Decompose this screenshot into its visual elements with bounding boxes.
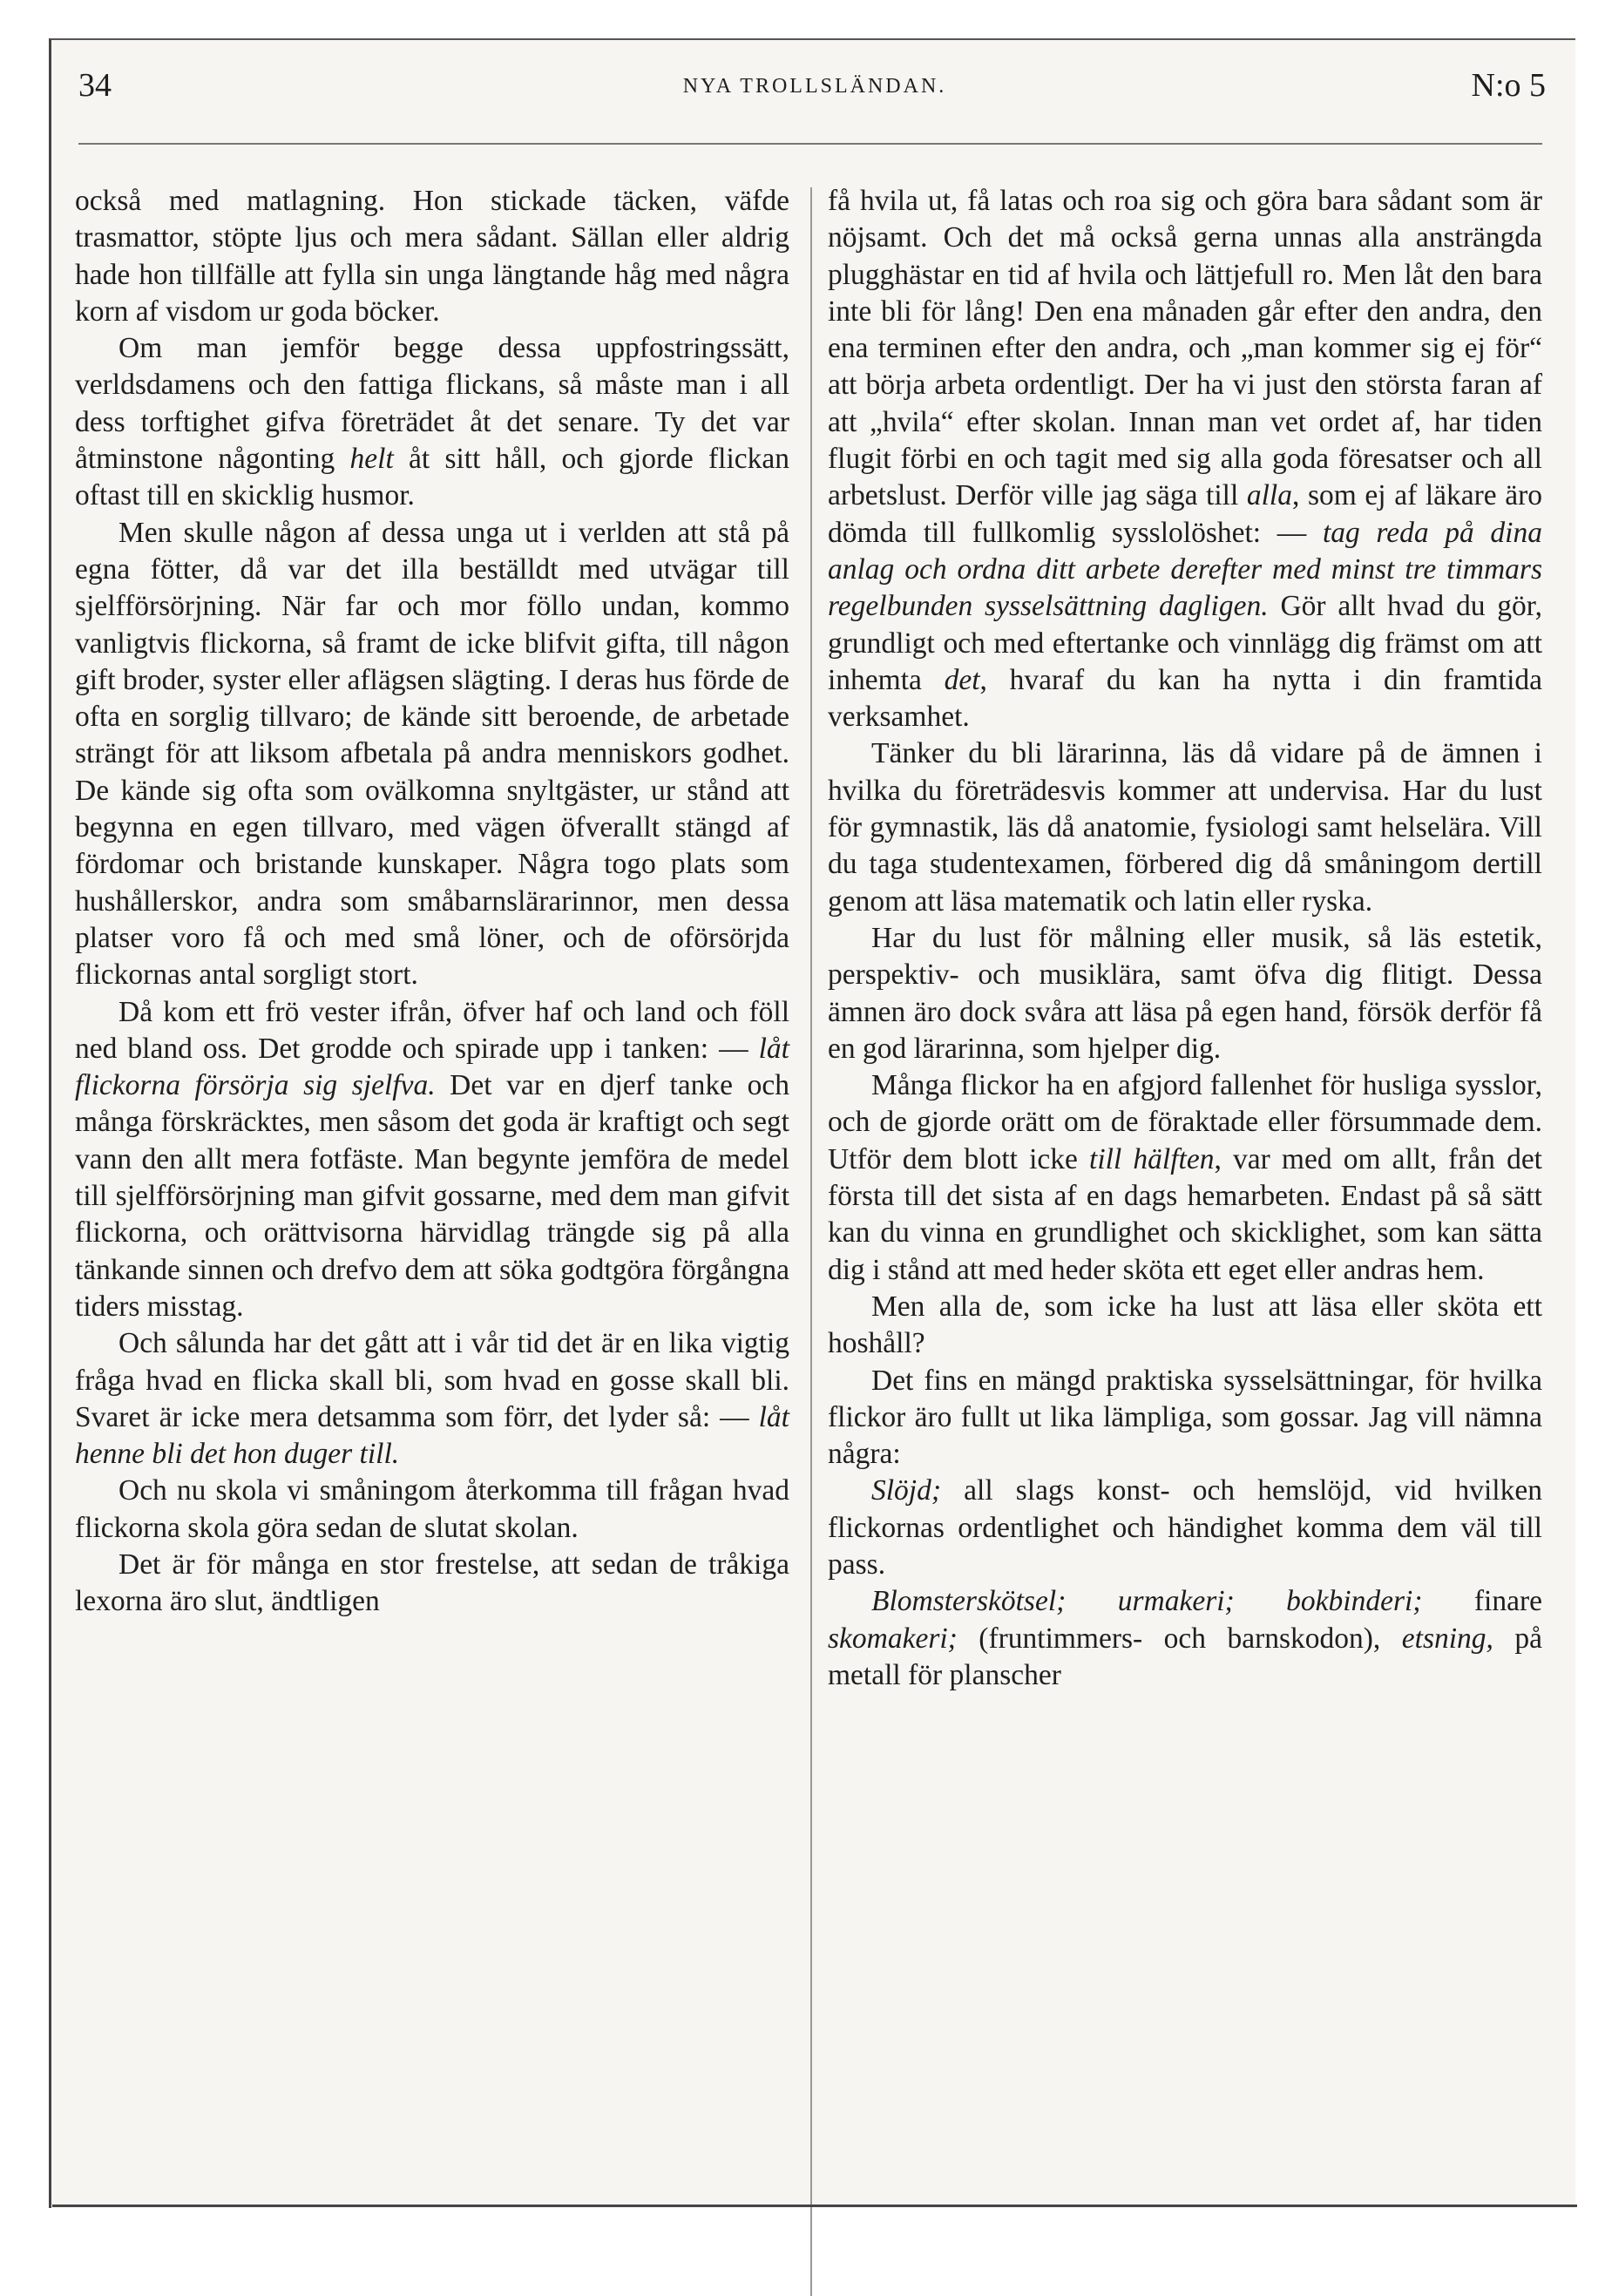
paragraph: Tänker du bli lärarinna, läs då vidare på de ämnen i hvilka du företrädesvis kommer att undervisa. Har du lust för gymnastik, läs då anatomie, fysiologi samt helselära. Vill du taga studentexamen, förbered dig då småningom dertill genom att läsa matematik och latin eller ryska. bbox=[828, 737, 1542, 918]
paragraph: också med matlagning. Hon stickade täcken, väfde trasmattor, stöpte ljus och mera sådant. Sällan eller aldrig hade hon tillfälle att fylla sin unga längtande håg med några korn af visdom ur goda böcker. bbox=[75, 185, 789, 328]
paragraph: Många flickor ha en afgjord fallenhet för husliga sysslor, och de gjorde orätt om de föraktade eller försummade dem. Utför dem blott icke till hälften, var med om allt, från det första till det sista af en dags hemarbeten. Endast på så sätt kan du vinna en grundlighet och skicklighet, som kan sätta dig i stånd att med heder sköta ett eget eller andras hem. bbox=[828, 1069, 1542, 1286]
paragraph: Om man jemför begge dessa uppfostringssätt, verldsdamens och den fattiga flickans, så måste man i all dess torftighet gifva företrädet åt det senare. Ty det var åtminstone någonting helt åt sitt håll, och gjorde flickan oftast till en skicklig husmor. bbox=[75, 332, 789, 512]
running-header bbox=[78, 66, 1551, 119]
journal-title: NYA TROLLSLÄNDAN. bbox=[682, 75, 947, 98]
paragraph: Men alla de, som icke ha lust att läsa eller sköta ett hoshåll? bbox=[828, 1290, 1542, 1360]
paragraph: Och sålunda har det gått att i vår tid det är en lika vigtig fråga hvad en flicka skall bli, som hvad en gosse skall bli. Svaret är icke mera detsamma som förr, det lyder så: — låt henne bli det hon duger till. bbox=[75, 1327, 789, 1471]
paragraph: Det fins en mängd praktiska sysselsättningar, för hvilka flickor äro fullt ut lika lämpliga, som gossar. Jag vill nämna några: bbox=[828, 1364, 1542, 1471]
paragraph: Har du lust för målning eller musik, så läs estetik, perspektiv- och musiklära, samt öfva dig flitigt. Dessa ämnen äro dock svåra att läsa på egen hand, försök derför få en god lärarinna, som hjelper dig. bbox=[828, 921, 1542, 1065]
paragraph: Men skulle någon af dessa unga ut i verlden att stå på egna fötter, då var det illa beställdt med utvägar till sjelfförsörjning. När far och mor föllo undan, kommo vanligtvis flickorna, så framt de icke blifvit gifta, till någon gift broder, syster eller aflägsen slägting. I deras hus förde de ofta en sorglig tillvaro; de kände sitt beroende, de arbetade strängt för att liksom afbetala på andra menniskors godhet. De kände sig ofta som ovälkomna snyltgäster, ur stånd att begynna en egen tillvaro, med vägen öfverallt stängd af fördomar och bristande kunskaper. Några togo plats som hushållerskor, andra som småbarnslärarinnor, men dessa platser voro få och med små löner, och de oförsörjda flickornas antal sorgligt stort. bbox=[75, 516, 789, 992]
paragraph: Då kom ett frö vester ifrån, öfver haf och land och föll ned bland oss. Det grodde och spirade upp i tanken: — låt flickorna försörja sig sjelfva. Det var en djerf tanke och många förskräcktes, men såsom det goda är kraftigt och segt vann den allt mera fotfäste. Man begynte jemföra de medel till sjelfförsörjning man gifvit gossarne, med dem man gifvit flickorna, och orättvisorna härvidlag trängde sig på alla tänkande sinnen och drefvo dem att söka godtgöra förgångna tiders misstag. bbox=[75, 995, 789, 1323]
left-column bbox=[75, 183, 789, 1621]
page-number: 34 bbox=[78, 67, 112, 104]
paragraph: Blomsterskötsel; urmakeri; bokbinderi; finare skomakeri; (fruntimmers- och barnskodon), etsning, på metall för planscher bbox=[828, 1585, 1543, 1691]
paragraph: Det är för många en stor frestelse, att sedan de tråkiga lexorna äro slut, ändtligen bbox=[75, 1548, 789, 1618]
paragraph: få hvila ut, få latas och roa sig och göra bara sådant som är nöjsamt. Och det må också gerna unnas alla ansträngda plugghästar en tid af hvila och lättjefull ro. Men låt den bara inte bli för lång! Den ena månaden går efter den andra, den ena terminen efter den andra, och „man kommer sig ej för“ att börja arbeta ordentligt. Der ha vi just den största faran af att „hvila“ efter skolan. Innan man vet ordet af, har tiden flugit förbi en och tagit med sig alla goda föresatser och all arbetslust. Derför ville jag säga till alla, som ej af läkare äro dömda till fullkomlig sysslolöshet: — tag reda på dina anlag och ordna ditt arbete derefter med minst tre timmars regelbunden sysselsättning dagligen. Gör allt hvad du gör, grundligt och med eftertanke och vinnlägg dig främst om att inhemta det, hvaraf du kan ha nytta i din framtida verksamhet. bbox=[828, 185, 1543, 734]
column-divider bbox=[810, 187, 812, 2296]
paragraph: Och nu skola vi småningom återkomma till frågan hvad flickorna skola göra sedan de slutat skolan. bbox=[75, 1474, 789, 1544]
issue-number: N:o 5 bbox=[1471, 67, 1546, 104]
bottom-rule bbox=[52, 2205, 1577, 2207]
header-rule bbox=[78, 143, 1542, 145]
right-column bbox=[828, 183, 1542, 1694]
paragraph: Slöjd; all slags konst- och hemslöjd, vid hvilken flickornas ordentlighet och händighet komma dem väl till pass. bbox=[828, 1474, 1542, 1581]
